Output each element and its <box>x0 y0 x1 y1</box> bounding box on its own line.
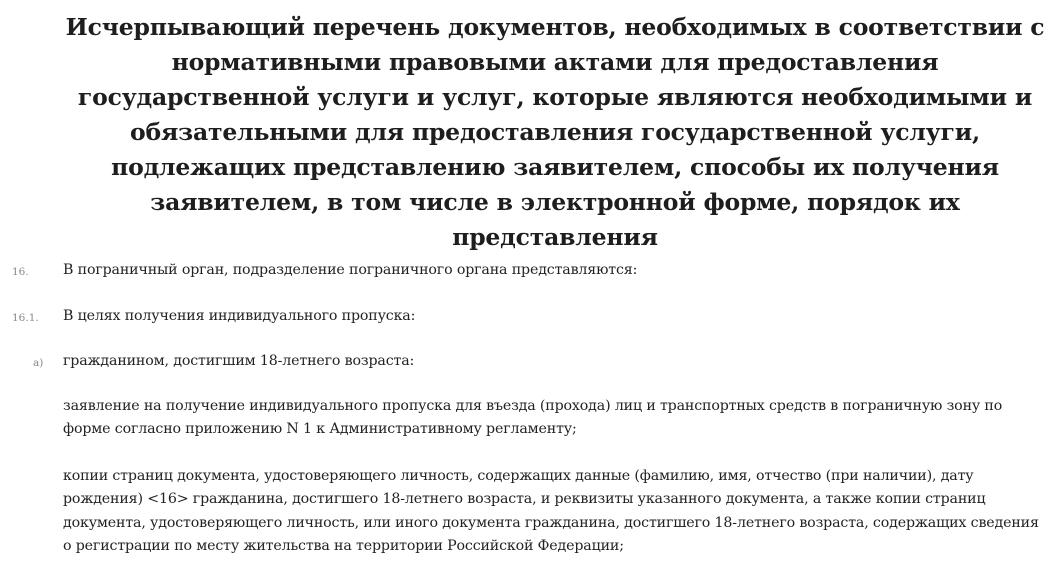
paragraph-a: гражданином, достигшим 18-летнего возраста: <box>63 353 415 369</box>
paragraph-16: В пограничный орган, подразделение пограничного органа представляются: <box>63 262 638 278</box>
item-number-16: 16. <box>12 266 29 278</box>
item-number-16-1: 16.1. <box>12 312 39 324</box>
paragraph-application: заявление на получение индивидуального пропуска для въезда (прохода) лиц и транспортных средств в пограничную зону по форме согласно приложению N 1 к Административному регламенту; <box>63 398 1003 438</box>
paragraph-identity-copies: копии страниц документа, удостоверяющего личность, содержащих данные (фамилию, имя, отчество (при наличии), дату рождения) <16> гражданина, достигшего 18-летнего возраста, и реквизиты указанного документа, а также копии страниц документа, удостоверяющего личность, или иного документа гражданина, достигшего 18-летнего возраста, содержащих сведения о регистрации по месту жительства на территории Российской Федерации; <box>63 468 1039 555</box>
item-number-a: а) <box>33 357 44 369</box>
paragraph-16-1: В целях получения индивидуального пропуска: <box>63 308 416 324</box>
document-title: Исчерпывающий перечень документов, необходимых в соответствии с нормативными правовыми актами для предоставления государственной услуги и услуг, которые являются необходимыми и обязательными для предоставления государственной услуги, подлежащих представлению заявителем, способы их получения заявителем, в том числе в электронной форме, порядок их представления <box>65 13 1045 251</box>
